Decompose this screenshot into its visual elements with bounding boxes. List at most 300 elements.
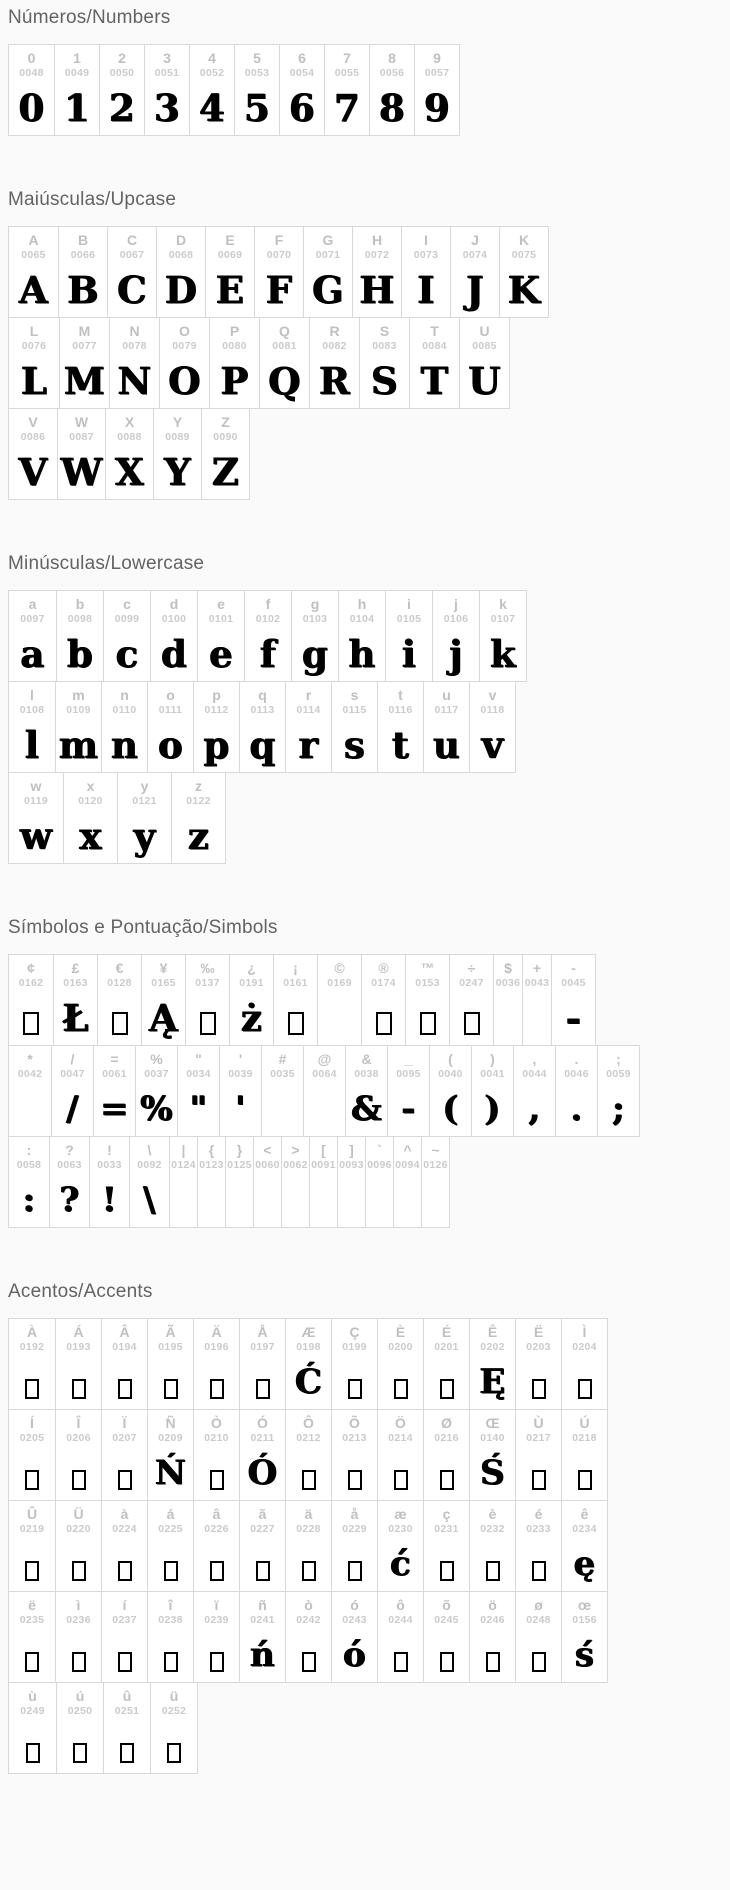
cell-character-label: ê [580,1506,589,1522]
glyph-cell-0052 [189,45,234,135]
missing-glyph [194,1355,239,1409]
glyph-cell-0234 [561,1501,607,1591]
glyph-preview: x [79,814,102,858]
cell-character-label: ] [349,1142,354,1158]
cell-character-label: R [329,323,340,339]
glyph-preview: u [433,723,460,767]
missing-glyph-box [348,1561,362,1581]
section-title-accents: Acentos/Accents [8,1281,153,1302]
glyph-cell-0073 [401,227,450,317]
cell-unicode-label: 0092 [137,1159,162,1171]
cell-unicode-label: 0055 [334,67,360,79]
missing-glyph [450,991,493,1045]
glyph-cell-0072 [352,227,401,317]
glyph-cell-0034 [177,1046,219,1136]
cell-unicode-label: 0101 [208,613,234,625]
cell-character-label: v [488,687,497,703]
empty-glyph [282,1173,309,1227]
cell-character-label: ‰ [200,960,215,976]
glyph-cell-0227 [239,1501,285,1591]
missing-glyph-box [210,1652,224,1672]
cell-unicode-label: 0227 [250,1523,275,1535]
cell-unicode-label: 0205 [19,1432,45,1444]
glyph-cell-0070 [254,227,303,317]
empty-glyph [318,991,361,1045]
cell-character-label: ) [490,1051,495,1067]
glyph-cell-0235 [9,1592,55,1682]
cell-unicode-label: 0220 [66,1523,91,1535]
glyph-cell-0088 [105,409,153,499]
missing-glyph-box [25,1470,39,1490]
glyph-cell-0065 [9,227,58,317]
cell-character-label: " [195,1051,202,1067]
cell-character-label: z [195,778,202,794]
cell-character-label: _ [404,1051,413,1067]
symbols-rows [8,954,730,1228]
cell-unicode-label: 0072 [364,249,390,261]
cell-unicode-label: 0065 [21,249,46,261]
cell-unicode-label: 0039 [228,1068,253,1080]
cell-character-label: / [70,1051,75,1067]
cell-unicode-label: 0120 [78,795,103,807]
glyph-cell-0045 [551,955,595,1045]
cell-unicode-label: 0114 [296,704,321,716]
glyph-preview: r [298,723,319,767]
glyph-preview: X [115,450,144,494]
cell-character-label: \ [147,1142,152,1158]
missing-glyph [56,1537,101,1591]
missing-glyph-box [118,1470,132,1490]
glyph-cell-0213 [331,1410,377,1500]
cell-unicode-label: 0245 [434,1614,459,1626]
cell-unicode-label: 0098 [67,613,93,625]
glyph-cell-0125 [225,1137,253,1227]
glyph-cell-0040 [429,1046,471,1136]
cell-character-label: ; [616,1051,621,1067]
missing-glyph-box [532,1379,546,1399]
cell-character-label: ô [396,1597,405,1613]
glyph-cell-0214 [377,1410,423,1500]
cell-character-label: Ã [165,1324,176,1340]
missing-glyph-box [164,1652,178,1672]
glyph-preview: ( [442,1089,459,1129]
missing-glyph [194,1446,239,1500]
cell-character-label: m [72,687,85,703]
cell-character-label: = [110,1051,119,1067]
glyph-cell-0194 [101,1319,147,1409]
glyph-cell-0163 [53,955,97,1045]
glyph-cell-0095 [387,1046,429,1136]
cell-unicode-label: 0198 [296,1341,321,1353]
cell-character-label: ~ [431,1142,440,1158]
glyph-cell-0059 [597,1046,639,1136]
cell-character-label: [ [321,1142,326,1158]
glyph-preview: b [67,632,93,676]
missing-glyph [362,991,405,1045]
glyph-cell-0245 [423,1592,469,1682]
cell-character-label: d [169,596,179,612]
glyph-cell-0091 [309,1137,337,1227]
glyph-cell-0108 [9,682,55,772]
glyph-cell-0211 [239,1410,285,1500]
cell-unicode-label: 0161 [283,977,308,989]
numbers-row-1 [8,44,460,136]
missing-glyph [424,1537,469,1591]
glyph-cell-0079 [159,318,209,408]
missing-glyph [102,1355,147,1409]
glyph-cell-0207 [101,1410,147,1500]
cell-unicode-label: 0090 [213,431,238,443]
cell-unicode-label: 0070 [266,249,292,261]
glyph-preview: O [168,359,201,403]
cell-character-label: } [236,1142,243,1158]
glyph-cell-0111 [147,682,193,772]
glyph-preview: 2 [109,86,135,130]
cell-character-label: L [29,323,39,339]
cell-character-label: f [265,596,271,612]
glyph-cell-0243 [331,1592,377,1682]
glyph-preview: d [161,632,187,676]
cell-unicode-label: 0202 [480,1341,505,1353]
section-title-uppercase: Maiúsculas/Upcase [8,189,177,210]
glyph-preview: p [203,723,230,767]
glyph-preview: & [351,1089,382,1129]
missing-glyph [9,1719,56,1773]
cell-unicode-label: 0073 [413,249,439,261]
glyph-cell-0124 [169,1137,197,1227]
cell-unicode-label: 0197 [250,1341,275,1353]
glyph-cell-0115 [331,682,377,772]
glyph-cell-0244 [377,1592,423,1682]
cell-character-label: ` [377,1142,382,1158]
missing-glyph [516,1355,561,1409]
missing-glyph-box [25,1379,39,1399]
accents-row-5 [8,1682,198,1774]
glyph-preview: D [164,268,198,312]
cell-unicode-label: 0077 [72,340,97,352]
missing-glyph-box [440,1561,454,1581]
missing-glyph [286,1446,331,1500]
cell-character-label: U [479,323,490,339]
cell-character-label: £ [71,960,80,976]
empty-glyph [304,1082,345,1136]
missing-glyph [424,1628,469,1682]
cell-unicode-label: 0079 [172,340,197,352]
glyph-preview: ę [573,1544,596,1584]
cell-unicode-label: 0034 [186,1068,211,1080]
cell-character-label: É [441,1324,452,1340]
glyph-cell-0113 [239,682,285,772]
missing-glyph-box [120,1743,134,1763]
cell-character-label: u [442,687,451,703]
empty-glyph [310,1173,337,1227]
cell-character-label: g [310,596,320,612]
empty-glyph [198,1173,225,1227]
glyph-cell-0140 [469,1410,515,1500]
glyph-preview: v [481,723,504,767]
glyph-cell-0114 [285,682,331,772]
missing-glyph [470,1537,515,1591]
cell-unicode-label: 0080 [222,340,247,352]
missing-glyph-box [210,1470,224,1490]
glyph-cell-0060 [253,1137,281,1227]
glyph-cell-0121 [117,773,171,863]
section-title-symbols: Símbolos e Pontuação/Simbols [8,917,278,938]
glyph-preview: 1 [64,86,90,130]
glyph-cell-0069 [205,227,254,317]
glyph-preview: 3 [154,86,180,130]
missing-glyph-box [532,1470,546,1490]
uppercase-rows [8,226,730,500]
cell-character-label: Ì [582,1324,587,1340]
cell-character-label: ¥ [159,960,168,976]
missing-glyph-box [486,1561,500,1581]
accents-row-1 [8,1318,608,1410]
glyph-cell-0054 [279,45,324,135]
cell-unicode-label: 0047 [60,1068,85,1080]
empty-glyph [170,1173,197,1227]
uppercase-row-3 [8,408,250,500]
missing-glyph [9,991,53,1045]
cell-unicode-label: 0104 [349,613,375,625]
glyph-preview: Ś [480,1453,505,1493]
missing-glyph [332,1355,377,1409]
glyph-cell-0094 [393,1137,421,1227]
cell-character-label: È [395,1324,406,1340]
missing-glyph [378,1355,423,1409]
glyph-cell-0033 [89,1137,129,1227]
cell-character-label: Û [26,1506,38,1522]
glyph-preview: z [187,814,209,858]
cell-unicode-label: 0060 [255,1159,280,1171]
glyph-preview: = [100,1089,129,1129]
cell-character-label: - [571,960,576,976]
missing-glyph [9,1628,55,1682]
glyph-preview: ' [235,1089,246,1129]
glyph-cell-0066 [58,227,107,317]
cell-unicode-label: 0094 [395,1159,420,1171]
cell-character-label: x [86,778,95,794]
missing-glyph-box [464,1012,480,1035]
cell-unicode-label: 0110 [112,704,137,716]
glyph-cell-0204 [561,1319,607,1409]
missing-glyph-box [394,1652,408,1672]
cell-character-label: { [208,1142,215,1158]
cell-character-label: D [175,232,187,248]
cell-unicode-label: 0241 [250,1614,275,1626]
cell-unicode-label: 0033 [97,1159,122,1171]
cell-character-label: ñ [258,1597,267,1613]
glyph-cell-0085 [459,318,509,408]
cell-unicode-label: 0122 [186,795,211,807]
section-title-lowercase: Minúsculas/Lowercase [8,553,205,574]
cell-unicode-label: 0236 [66,1614,91,1626]
missing-glyph-box [440,1470,454,1490]
glyph-cell-0093 [337,1137,365,1227]
cell-unicode-label: 0042 [17,1068,43,1080]
glyph-cell-0083 [359,318,409,408]
glyph-cell-0226 [193,1501,239,1591]
cell-character-label: c [123,596,131,612]
cell-unicode-label: 0117 [434,704,459,716]
glyph-cell-0224 [101,1501,147,1591]
cell-character-label: ù [28,1688,37,1704]
glyph-cell-0106 [432,591,479,681]
lowercase-row-1 [8,590,527,682]
cell-unicode-label: 0105 [396,613,422,625]
glyph-cell-0080 [209,318,259,408]
cell-unicode-label: 0049 [64,67,90,79]
accents-row-3 [8,1500,608,1592]
cell-character-label: . [574,1051,579,1067]
cell-unicode-label: 0231 [434,1523,459,1535]
glyph-preview: V [18,450,48,494]
cell-character-label: j [454,596,458,612]
glyph-preview: , [528,1089,541,1129]
cell-unicode-label: 0252 [161,1705,187,1717]
glyph-preview: e [209,632,233,676]
missing-glyph [424,1355,469,1409]
glyph-cell-0067 [107,227,156,317]
glyph-preview: y [133,814,156,858]
cell-character-label: P [229,323,240,339]
cell-character-label: N [129,323,140,339]
cell-character-label: b [75,596,85,612]
cell-unicode-label: 0217 [526,1432,551,1444]
glyph-preview: Ę [479,1362,506,1402]
glyph-cell-0057 [414,45,459,135]
glyph-cell-0048 [9,45,54,135]
cell-unicode-label: 0239 [204,1614,229,1626]
cell-unicode-label: 0036 [495,977,521,989]
cell-character-label: , [532,1051,537,1067]
glyph-preview: H [359,268,395,312]
cell-character-label: J [471,232,479,248]
cell-unicode-label: 0097 [20,613,45,625]
glyph-cell-0102 [244,591,291,681]
missing-glyph [9,1537,55,1591]
cell-character-label: ( [448,1051,453,1067]
missing-glyph [57,1719,103,1773]
cell-character-label: 8 [388,50,396,66]
glyph-cell-0238 [147,1592,193,1682]
cell-character-label: â [212,1506,221,1522]
cell-character-label: ì [76,1597,81,1613]
glyph-preview: 8 [379,86,405,130]
cell-unicode-label: 0040 [438,1068,463,1080]
missing-glyph-box [72,1652,86,1672]
cell-character-label: ! [107,1142,112,1158]
glyph-preview: : [22,1180,36,1220]
cell-character-label: A [28,232,39,248]
glyph-cell-0082 [309,318,359,408]
cell-character-label: M [78,323,91,339]
cell-unicode-label: 0051 [154,67,180,79]
cell-unicode-label: 0043 [524,977,550,989]
cell-character-label: Î [76,1415,81,1431]
glyph-preview: w [20,814,52,858]
glyph-cell-0218 [561,1410,607,1500]
cell-character-label: r [305,687,312,703]
cell-unicode-label: 0062 [283,1159,308,1171]
cell-character-label: Õ [349,1415,360,1431]
cell-character-label: í [122,1597,127,1613]
glyph-cell-0216 [423,1410,469,1500]
missing-glyph [516,1628,561,1682]
glyph-preview: ó [343,1635,366,1675]
cell-unicode-label: 0163 [63,977,88,989]
cell-unicode-label: 0246 [480,1614,505,1626]
symbols-row-1 [8,954,596,1046]
cell-unicode-label: 0052 [199,67,225,79]
cell-character-label: ã [258,1506,267,1522]
glyph-preview: i [401,632,417,676]
section-accents [8,1280,730,1774]
glyph-cell-0230 [377,1501,423,1591]
cell-unicode-label: 0128 [107,977,132,989]
missing-glyph [102,1537,147,1591]
glyph-preview: m [58,723,99,767]
cell-unicode-label: 0224 [112,1523,137,1535]
cell-character-label: ò [304,1597,313,1613]
missing-glyph [56,1355,101,1409]
cell-unicode-label: 0196 [204,1341,229,1353]
glyph-cell-0081 [259,318,309,408]
glyph-cell-0051 [144,45,189,135]
glyph-preview: S [371,359,398,403]
cell-unicode-label: 0056 [379,67,405,79]
cell-unicode-label: 0118 [480,704,505,716]
accents-rows [8,1318,730,1774]
missing-glyph [9,1446,55,1500]
cell-character-label: Ä [211,1324,222,1340]
glyph-preview: B [67,268,99,312]
cell-character-label: æ [394,1506,407,1522]
cell-character-label: I [424,232,428,248]
glyph-cell-0252 [150,1683,197,1773]
cell-character-label: ¢ [27,960,35,976]
cell-unicode-label: 0111 [158,704,183,716]
cell-unicode-label: 0214 [388,1432,413,1444]
glyph-cell-0201 [423,1319,469,1409]
cell-character-label: ™ [420,960,435,976]
glyph-preview: s [344,723,365,767]
cell-unicode-label: 0037 [144,1068,169,1080]
glyph-preview: Y [164,450,191,494]
glyph-preview: n [111,723,138,767]
symbols-row-3 [8,1136,450,1228]
numbers-rows [8,44,730,136]
cell-unicode-label: 0233 [526,1523,551,1535]
missing-glyph-box [25,1652,39,1672]
cell-character-label: Å [257,1324,268,1340]
glyph-preview: 4 [199,86,225,130]
glyph-cell-0198 [285,1319,331,1409]
cell-unicode-label: 0193 [66,1341,91,1353]
missing-glyph-box [302,1561,316,1581]
lowercase-row-3 [8,772,226,864]
missing-glyph [194,1628,239,1682]
glyph-preview: ) [484,1089,501,1129]
cell-character-label: S [379,323,390,339]
cell-unicode-label: 0091 [311,1159,336,1171]
cell-unicode-label: 0251 [114,1705,140,1717]
cell-character-label: Ç [349,1324,360,1340]
glyph-cell-0061 [93,1046,135,1136]
glyph-preview: \ [143,1180,156,1220]
cell-unicode-label: 0211 [250,1432,275,1444]
cell-unicode-label: 0116 [388,704,413,716]
